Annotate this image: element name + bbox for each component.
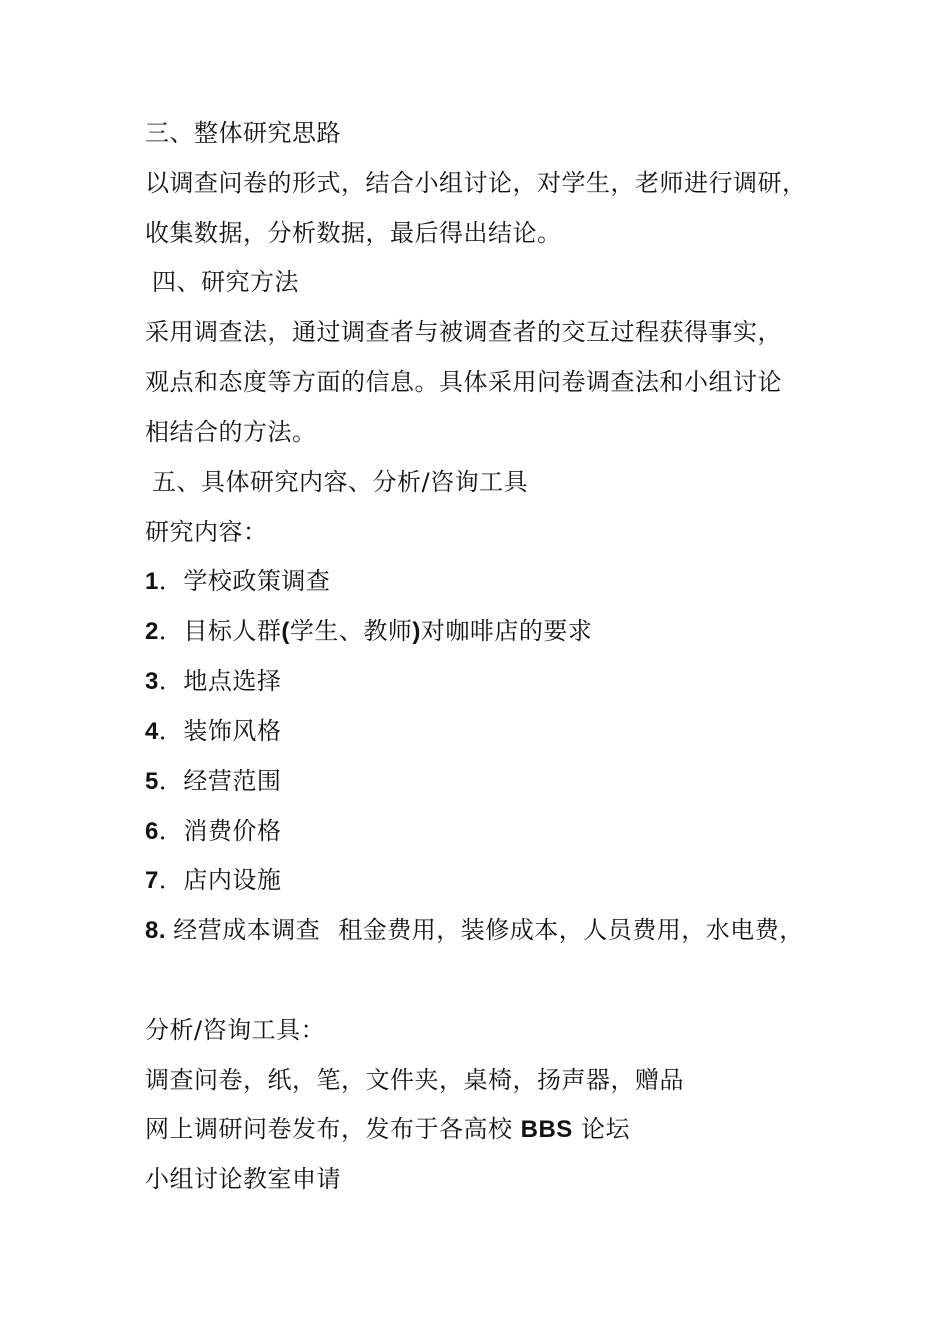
list-item-text: 学生、教师 [289,617,413,645]
list-item [145,915,804,946]
list-item [145,766,281,797]
list-item [145,816,281,847]
tools-line-1: 调查问卷，纸，笔，文件夹，桌椅，扬声器，赠品 [145,1066,684,1094]
section-4-heading: 四、研究方法 [152,268,299,296]
list-item-number: 8 [145,917,159,944]
list-item-number: 1 [145,568,159,595]
list-item [145,566,330,597]
tools-line-2-bbs: BBS [520,1116,573,1143]
list-item-text: 店内设施 [183,866,282,894]
list-item-number: 2 [145,618,159,645]
list-item-separator: . [158,917,174,944]
list-item-number: 7 [145,867,159,894]
list-item-text: 对咖啡店的要求 [420,617,593,645]
list-item-number: 4 [145,718,159,745]
tools-line-3: 小组讨论教室申请 [145,1165,341,1193]
list-item-separator: ． [158,667,184,695]
section-3-heading: 三、整体研究思路 [145,119,341,147]
list-item [145,865,281,896]
list-item-separator: ． [158,617,184,645]
research-content-label: 研究内容： [145,518,268,546]
list-item-number: 3 [145,668,159,695]
list-item-text: 装饰风格 [183,717,282,745]
section-3-paragraph-line-2: 收集数据，分析数据，最后得出结论。 [145,219,562,247]
list-item [145,666,281,697]
list-item-separator: ． [158,767,184,795]
list-item-text: 经营成本调查 [173,916,321,944]
list-item-separator: ． [158,567,184,595]
section-4-paragraph-line-3: 相结合的方法。 [145,418,317,446]
section-4-paragraph-line-1: 采用调查法，通过调查者与被调查者的交互过程获得事实， [145,318,782,346]
tools-line-2 [145,1114,630,1145]
tools-line-2-text: 网上调研问卷发布，发布于各高校 [145,1115,521,1143]
list-item-text: 消费价格 [183,817,282,845]
list-item-text: 目标人群 [183,617,282,645]
list-item [145,716,281,747]
list-item-detail: 租金费用，装修成本，人员费用，水电费， [338,916,804,944]
list-item-separator: ． [158,866,184,894]
list-item-paren-close: ) [412,618,421,645]
list-item-paren-open: ( [281,618,290,645]
section-3-paragraph-line-1: 以调查问卷的形式，结合小组讨论，对学生，老师进行调研， [145,169,807,197]
section-5-heading: 五、具体研究内容、分析/咨询工具 [152,468,529,496]
tools-label: 分析/咨询工具： [145,1016,326,1044]
list-item-separator: ． [158,817,184,845]
list-item-number: 6 [145,818,159,845]
list-item-text: 学校政策调查 [183,567,331,595]
list-item-separator: ． [158,717,184,745]
list-item-number: 5 [145,768,159,795]
list-item [145,616,592,647]
section-4-paragraph-line-2: 观点和态度等方面的信息。具体采用问卷调查法和小组讨论 [145,368,782,396]
tools-line-2-text-end: 论坛 [572,1115,630,1143]
list-item-text: 经营范围 [183,767,282,795]
list-item-text: 地点选择 [183,667,282,695]
